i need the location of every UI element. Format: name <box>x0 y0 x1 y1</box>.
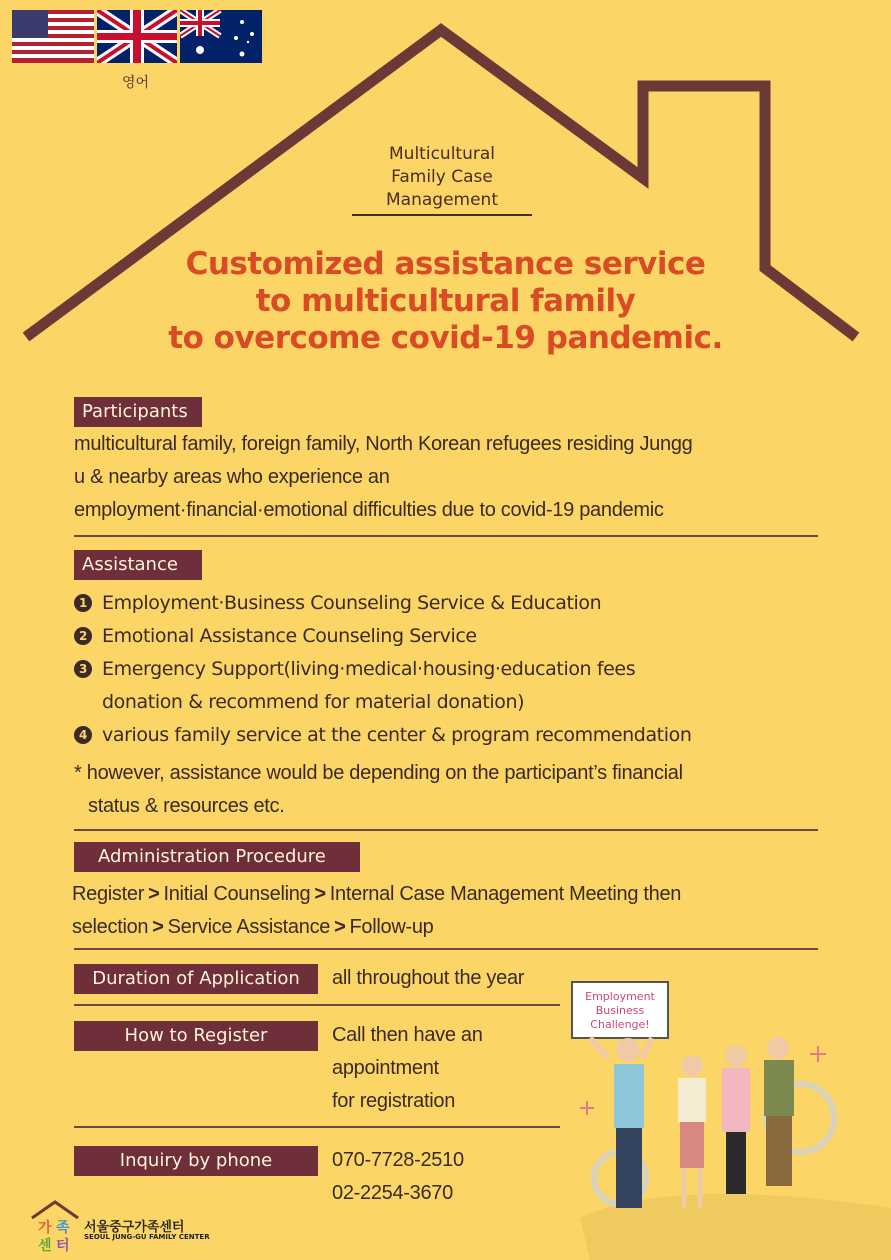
svg-text:터: 터 <box>56 1238 70 1254</box>
family-center-logo-icon <box>28 1198 82 1254</box>
subtitle-divider <box>352 214 532 216</box>
divider <box>74 829 818 831</box>
inquiry-tag: Inquiry by phone <box>74 1146 318 1176</box>
duration-value: all throughout the year <box>332 967 525 989</box>
assistance-list <box>74 587 834 752</box>
svg-text:센: 센 <box>38 1238 52 1254</box>
list-item: 2 Emotional Assistance Counseling Service <box>74 620 834 653</box>
list-item: donation & recommend for material donation) <box>102 691 525 713</box>
language-label: 영어 <box>122 75 150 91</box>
chevron-right-icon: > <box>152 916 164 938</box>
phone-numbers <box>332 1144 464 1210</box>
center-name-korean: 서울중구가족센터 <box>84 1220 185 1235</box>
svg-text:Business: Business <box>595 1004 645 1017</box>
list-item: 3 Emergency Support(living·medical·housing·education fees <box>74 653 834 686</box>
register-value: Call then have an appointment for registration <box>332 1024 483 1112</box>
chevron-right-icon: > <box>148 883 160 905</box>
service-subtitle: Multicultural Family Case Management <box>386 144 498 210</box>
assistance-tag: Assistance <box>74 550 202 580</box>
list-item: 4 various family service at the center & program recommendation <box>74 719 834 752</box>
list-item: 1 Employment·Business Counseling Service & Education <box>74 587 834 620</box>
procedure-tag: Administration Procedure <box>74 842 360 872</box>
svg-text:Challenge!: Challenge! <box>590 1018 650 1031</box>
svg-text:Employment: Employment <box>585 990 655 1003</box>
family-illustration <box>560 978 891 1260</box>
svg-text:족: 족 <box>56 1220 70 1236</box>
phone-2: 02-2254-3670 <box>332 1182 453 1204</box>
center-name-english: SEOUL JUNG-GU FAMILY CENTER <box>84 1233 210 1241</box>
participants-tag: Participants <box>74 397 202 427</box>
participants-text: multicultural family, foreign family, North Korean refugees residing Jungg u & nearby areas who experience an employment·financial·emotional difficulties due to covid-19 pandemic <box>74 433 693 521</box>
divider <box>74 535 818 537</box>
chevron-right-icon: > <box>334 916 346 938</box>
phone-1: 070-7728-2510 <box>332 1149 464 1171</box>
register-tag: How to Register <box>74 1021 318 1051</box>
svg-text:가: 가 <box>38 1220 52 1236</box>
duration-tag: Duration of Application <box>74 964 318 994</box>
headline: Customized assistance service to multicultural family to overcome covid-19 pandemic. <box>168 246 723 356</box>
divider <box>74 1004 560 1006</box>
divider <box>74 948 818 950</box>
assistance-note: * however, assistance would be depending on the participant’s financial status & resources etc. <box>74 762 683 817</box>
chevron-right-icon: > <box>314 883 326 905</box>
divider <box>74 1126 560 1128</box>
procedure-steps: Register > Initial Counseling > Internal Case Management Meeting then selection > Service Assistance > Follow-up <box>72 883 682 938</box>
